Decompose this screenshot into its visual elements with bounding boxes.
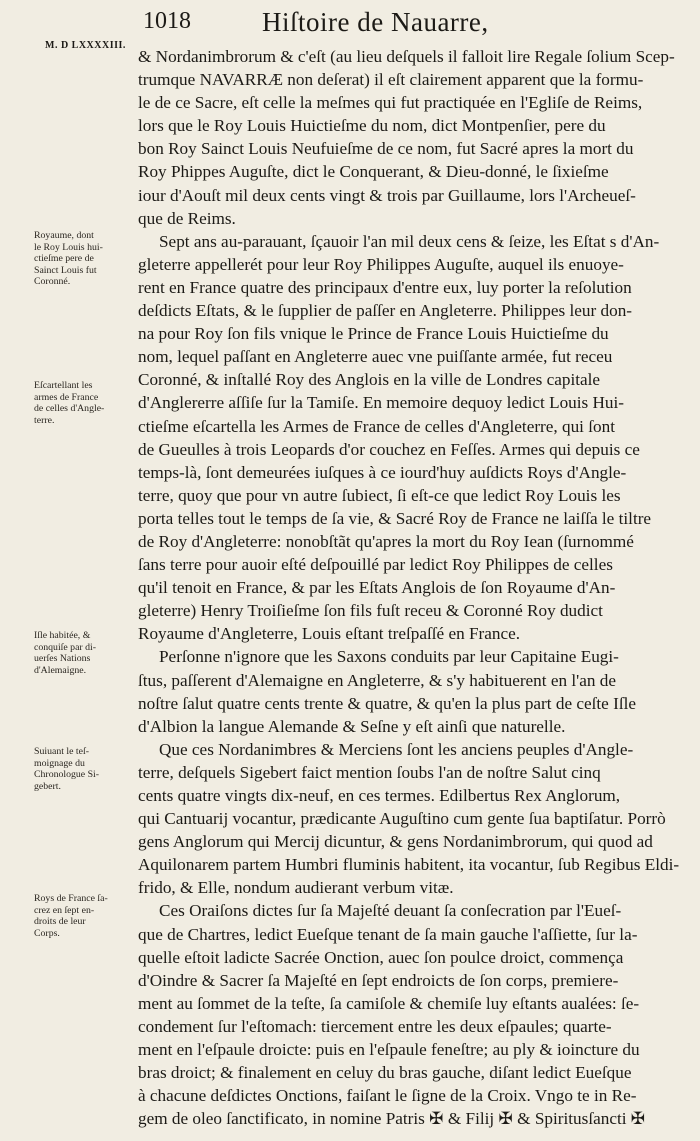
text-line: qu'il tenoit en France, & par les Eſtats Anglois de ſon Royaume d'An- (138, 578, 616, 598)
margin-note-sigebert (34, 746, 131, 792)
text-line: gens Anglorum qui Mercij dicuntur, & gens Nordanimbrorum, qui quod ad (138, 832, 653, 852)
running-title: Hiſtoire de Nauarre, (262, 7, 489, 37)
margin-note-line: Coronné. (34, 276, 71, 288)
page-number: 1018 (143, 8, 191, 34)
margin-note-line: uerſes Nations (34, 653, 91, 665)
text-line: à chacune deſdictes Onctions, faiſant le ſigne de la Croix. Vngo te in Re- (138, 1086, 637, 1106)
margin-note-line: moignage du (34, 757, 85, 769)
text-line: ſtus, paſſerent d'Alemaigne en Angleterre, & s'y habituerent en l'an de (138, 670, 616, 690)
text-line: cents quatre vingts dix-neuf, en ces termes. Edilbertus Rex Anglorum, (138, 786, 621, 805)
text-line: de Roy d'Angleterre: nonobſtãt qu'apres la mort du Roy Iean (ſurnommé (138, 531, 634, 551)
text-line: frido, & Elle, nondum audierant verbum vitæ. (138, 878, 454, 898)
text-line: trumque NAVARRÆ non deſerat) il eſt clairement apparent que la formu- (138, 70, 644, 90)
text-line: condement ſur l'eſtomach: tiercement entre les deux eſpaules; quarte- (138, 1016, 612, 1036)
text-line: terre, deſquels Sigebert faict mention ſoubs l'an de noſtre Salut cinq (138, 762, 601, 782)
text-line: Coronné, & inſtallé Roy des Anglois en la ville de Londres capitale (138, 370, 601, 390)
text-line: na pour Roy ſon fils vnique le Prince de France Louis Huictieſme du (138, 324, 609, 344)
margin-note-line: droits de leur (34, 916, 86, 928)
margin-note-line: Eſcartellant les (34, 380, 93, 391)
margin-note-line: conquiſe par di- (34, 641, 97, 653)
text-line: Que ces Nordanimbres & Merciens ſont les anciens peuples d'Angle- (159, 739, 634, 759)
margin-note-line: crez en ſept en- (34, 904, 95, 916)
margin-note-line: armes de France (34, 391, 99, 403)
text-line: nom, lequel paſſant en Angleterre auec vne puiſſante armée, fut receu (138, 347, 613, 367)
text-line: le de ce Sacre, eſt celle la meſmes qui fut practiquée en l'Egliſe de Reims, (138, 93, 643, 113)
text-line: Aquilonarem partem Humbri fluminis habitent, ita vocantur, ſub Regibus Eldi- (138, 855, 680, 875)
text-line: Ces Oraiſons dictes ſur ſa Majeſté deuant ſa conſecration par l'Eueſ- (159, 901, 622, 921)
text-line: porta telles tout le temps de ſa vie, & Sacré Roy de France ne laiſſa le tiltre (138, 508, 652, 528)
margin-note-arms (34, 380, 131, 426)
margin-note-line: Iſle habitée, & (34, 630, 91, 641)
margin-note-line: gebert. (34, 780, 61, 792)
margin-note-line: Roys de France ſa- (34, 893, 108, 904)
margin-note-line: terre. (34, 414, 55, 426)
margin-note-line: Sainct Louis fut (34, 264, 97, 276)
body-text (138, 45, 683, 1130)
text-line: bon Roy Sainct Louis Neufuieſme de ce nom, fut Sacré apres la mort du (138, 139, 634, 159)
margin-note-line: Chronologue Si- (34, 769, 100, 781)
margin-note-line: Royaume, dont (34, 230, 94, 241)
text-line: Perſonne n'ignore que les Saxons conduits par leur Capitaine Eugi- (159, 647, 619, 667)
margin-note-line: d'Alemaigne. (34, 664, 87, 676)
text-line: iour d'Aouſt mil deux cents vingt & trois par Guillaume, lors l'Archeueſ- (138, 185, 636, 205)
text-line: que de Reims. (138, 208, 236, 228)
margin-note-line: le Roy Louis hui- (34, 241, 103, 253)
text-line: quelle eſtoit ladicte Sacrée Onction, auec ſon poulce droict, commença (138, 947, 624, 967)
text-line: temps-là, ſont demeurées iuſques à ce iourd'huy auſdicts Roys d'Angle- (138, 462, 627, 482)
text-line: & Nordanimbrorum & c'eſt (au lieu deſquels il falloit lire Regale ſolium Scep- (138, 47, 675, 66)
margin-note-line: Corps. (34, 927, 60, 939)
margin-year: M. D LXXXXIII. (45, 40, 126, 51)
text-line: de Gueulles à trois Leopards d'or couchez en Feſſes. Armes qui depuis ce (138, 439, 640, 459)
text-line: ment au ſommet de la teſte, ſa camiſole & chemiſe luy eſtants aualées: ſe- (138, 993, 640, 1013)
text-line: deſdicts Eſtats, & le ſupplier de paſſer en Angleterre. Philippes leur don- (138, 301, 633, 321)
text-line: rent en France quatre des principaux d'entre eux, luy porter la reſolution (138, 277, 632, 297)
text-line: gem de oleo ſanctificato, in nomine Patris ✠ & Filij ✠ & Spiritusſancti ✠ (138, 1109, 646, 1129)
margin-note-line: de celles d'Angle- (34, 403, 105, 415)
text-line: qui Cantuarij vocantur, prædicante Auguſtino cum gente ſua baptiſatur. Porrò (138, 809, 666, 829)
text-line: terre, quoy que pour vn autre ſubiect, ſi eſt-ce que ledict Roy Louis les (138, 485, 621, 505)
text-line: ſans terre pour auoir eſté deſpouillé par ledict Roy Philippes de celles (138, 555, 613, 575)
margin-note-saxons (34, 630, 131, 676)
text-line: Roy Phippes Auguſte, dict le Conquerant, & Dieu-donné, le ſixieſme (138, 162, 609, 182)
text-line: gleterre) Henry Troiſieſme ſon fils fuſt receu & Coronné Roy dudict (138, 601, 603, 621)
text-line: d'Albion la langue Alemande & Seſne y eſt ainſi que naturelle. (138, 716, 566, 736)
margin-note-anointing (34, 893, 131, 939)
text-line: lors que le Roy Louis Huictieſme du nom, dict Montpenſier, pere du (138, 116, 606, 136)
margin-note-line: Suiuant le teſ- (34, 746, 89, 757)
text-line: Royaume d'Angleterre, Louis eſtant treſpaſſé en France. (138, 624, 521, 644)
text-line: ment en l'eſpaule droicte: puis en l'eſpaule feneſtre; au ply & ioincture du (138, 1040, 640, 1060)
text-line: gleterre appellerét pour leur Roy Philippes Auguſte, auquel ils enuoye- (138, 254, 624, 274)
text-line: Sept ans au-parauant, ſçauoir l'an mil deux cens & ſeize, les Eſtat s d'An- (159, 231, 660, 251)
margin-note-louis-viii (34, 230, 131, 288)
text-line: d'Oindre & Sacrer ſa Majeſté en ſept endroicts de ſon corps, premiere- (138, 970, 619, 990)
text-line: noſtre ſalut quatre cents trente & quatre, & qu'en la plus part de ceſte Iſle (138, 693, 637, 713)
margin-note-line: ctieſme pere de (34, 253, 94, 265)
text-line: ctieſme eſcartella les Armes de France de celles d'Angleterre, qui ſont (138, 416, 615, 436)
text-line: que de Chartres, ledict Eueſque tenant de ſa main gauche l'aſſiette, ſur la- (138, 924, 638, 944)
text-line: d'Anglererre aſſiſe ſur la Tamiſe. En memoire dequoy ledict Louis Hui- (138, 393, 625, 413)
text-line: bras droict; & finalement en celuy du bras gauche, diſant ledict Eueſque (138, 1063, 632, 1083)
